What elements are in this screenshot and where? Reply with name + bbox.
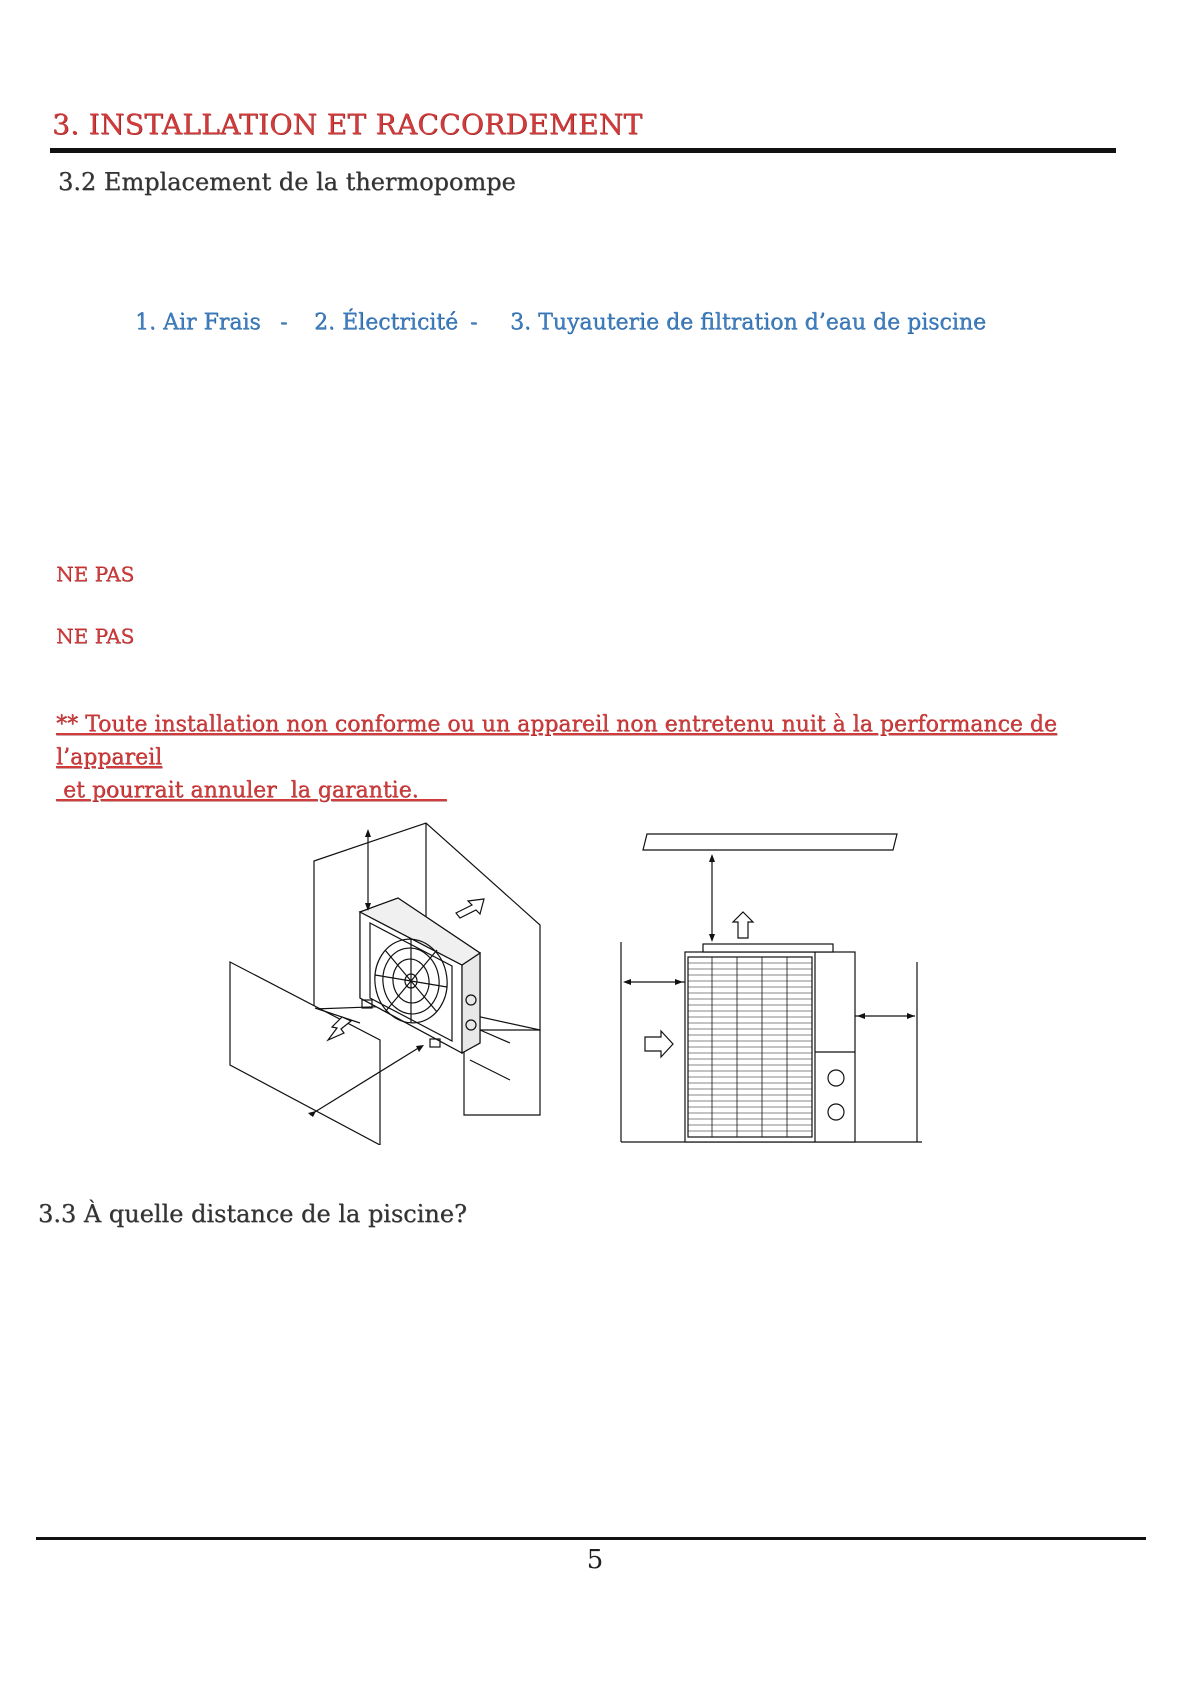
requirement-separator: -: [470, 310, 478, 335]
warning-line-1: ** Toute installation non conforme ou un appareil non entretenu nuit à la performance de l’appareil: [56, 712, 1057, 770]
isometric-clearance-diagram: [220, 815, 560, 1145]
subsection-title-distance: 3.3 À quelle distance de la piscine?: [38, 1200, 467, 1228]
footer-divider: [36, 1537, 1146, 1540]
page-number: 5: [586, 1545, 604, 1575]
warranty-warning: [56, 708, 1116, 807]
requirement-separator: -: [280, 310, 288, 335]
requirement-pool-piping: 3. Tuyauterie de filtration d’eau de piscine: [510, 310, 986, 335]
header-divider: [50, 148, 1116, 153]
requirement-fresh-air: 1. Air Frais: [135, 310, 261, 335]
requirement-electricity: 2. Électricité: [314, 310, 459, 335]
section-title: 3. INSTALLATION ET RACCORDEMENT: [52, 108, 643, 141]
ne-pas-label-2: NE PAS: [56, 624, 135, 648]
front-view-clearance-diagram: [615, 822, 945, 1152]
ne-pas-label-1: NE PAS: [56, 562, 135, 586]
warning-line-2: et pourrait annuler la garantie.: [56, 778, 447, 803]
requirements-list: [135, 310, 986, 335]
subsection-title-location: 3.2 Emplacement de la thermopompe: [58, 168, 516, 196]
